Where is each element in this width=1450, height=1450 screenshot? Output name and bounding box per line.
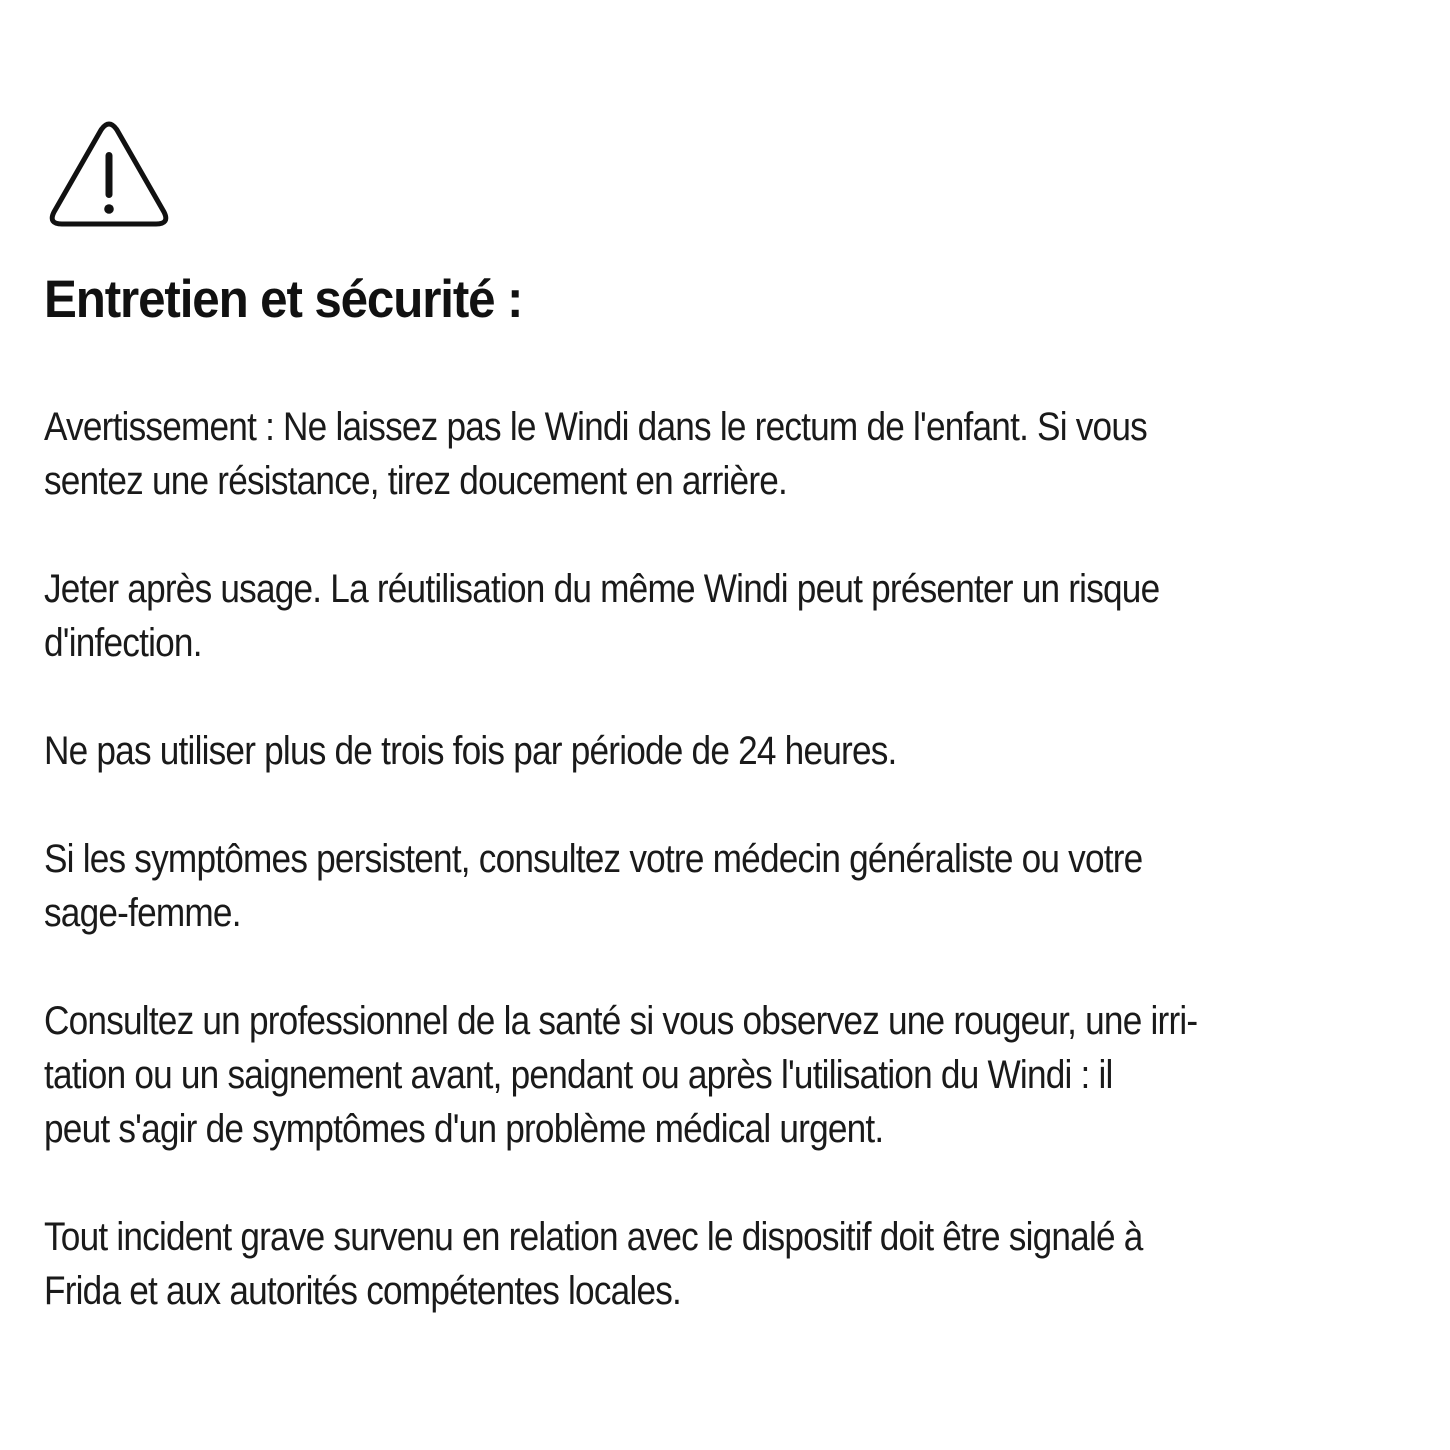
paragraph-warning [44, 400, 1364, 508]
warning-triangle-icon [48, 120, 170, 232]
paragraph-disposal [44, 562, 1364, 670]
text-line: Tout incident grave survenu en relation avec le dispositif doit être signalé à [44, 1215, 1143, 1259]
text-line: sentez une résistance, tirez doucement en arrière. [44, 459, 788, 503]
text-line: peut s'agir de symptômes d'un problème médical urgent. [44, 1107, 884, 1151]
page-title: Entretien et sécurité : [44, 270, 523, 329]
text-line: Avertissement : Ne laissez pas le Windi dans le rectum de l'enfant. Si vous [44, 405, 1147, 449]
paragraph-usage-limit [44, 724, 1364, 778]
text-line: Jeter après usage. La réutilisation du même Windi peut présenter un risque [44, 567, 1160, 611]
text-line: Ne pas utiliser plus de trois fois par période de 24 heures. [44, 729, 897, 773]
text-line: sage-femme. [44, 891, 241, 935]
paragraph-symptoms [44, 832, 1364, 940]
paragraph-consult-professional [44, 994, 1364, 1156]
paragraph-incident-report [44, 1210, 1364, 1318]
text-line: Frida et aux autorités compétentes locales. [44, 1269, 682, 1313]
text-line: d'infection. [44, 621, 202, 665]
text-line: Si les symptômes persistent, consultez votre médecin généraliste ou votre [44, 837, 1143, 881]
safety-content [44, 400, 1364, 1372]
text-line: tation ou un saignement avant, pendant ou après l'utilisation du Windi : il [44, 1053, 1113, 1097]
text-line: Consultez un professionnel de la santé si vous observez une rougeur, une irri- [44, 999, 1198, 1043]
